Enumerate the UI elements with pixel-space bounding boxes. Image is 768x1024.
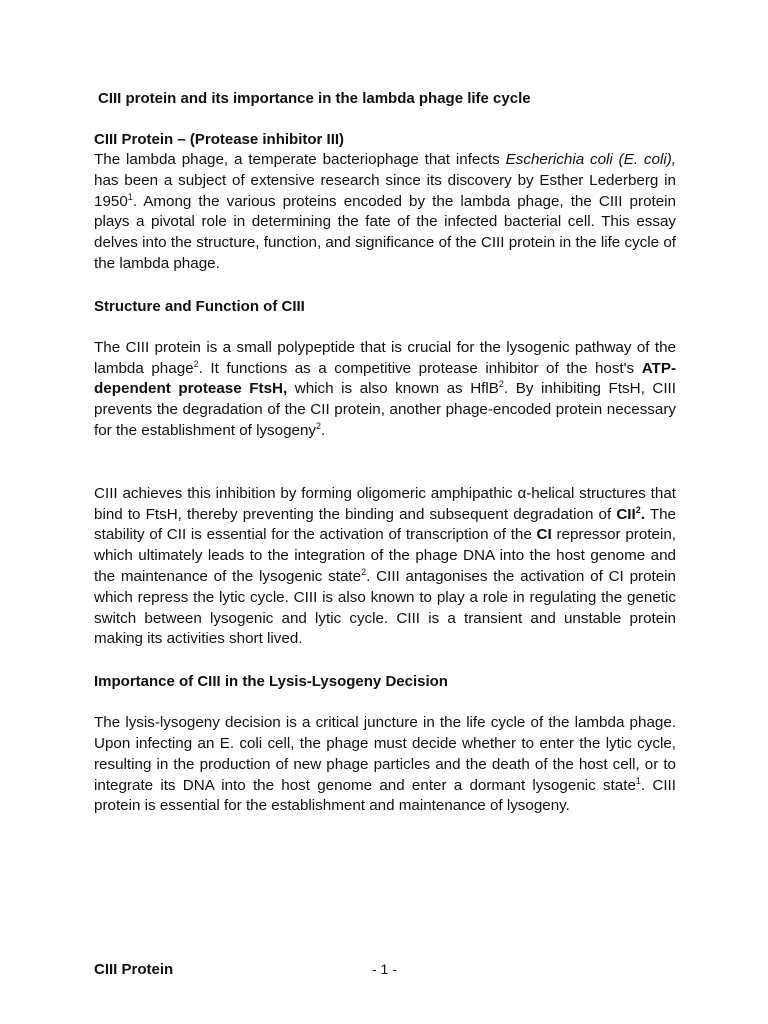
page-number: - 1 - — [372, 961, 397, 977]
inhibition-paragraph: CIII achieves this inhibition by forming oligomeric amphipathic α-helical structures that bind to FtsH, thereby preventing the binding and subsequent degradation of CII$^2$. The stability of CII is essential for the activation of transcription of the CI repressor protein, which ultimately leads to the integration of the phage DNA into the host genome and the maintenance of the lysogenic state$^2$. CIII antagonises the activation of CI protein which repress the lytic cycle. CIII is also known to play a role in regulating the genetic switch between lysogenic and lytic cycle. CIII is a transient and unstable protein making its activities short lived. — [94, 484, 677, 648]
reference-mark: 2 — [498, 379, 504, 390]
document-title: CIII protein and its importance in the lambda phage life cycle — [98, 90, 531, 107]
document-page — [94, 88, 676, 817]
intro-paragraph: The lambda phage, a temperate bacteriophage that infects Escherichia coli (E. coli), has been a subject of extensive research since its discovery by Esther Lederberg in 1950$^1$. Among the various proteins encoded by the lambda phage, the CIII protein plays a pivotal role in determining the fate of the infected bacterial cell. This essay delves into the structure, function, and significance of the CIII protein in the life cycle of the lambda phage. — [94, 151, 676, 272]
section-heading-lysis-lysogeny: Importance of CIII in the Lysis-Lysogeny Decision — [94, 673, 448, 691]
section-heading-ciii-protein: CIII Protein – (Protease inhibitor III) — [94, 131, 345, 148]
reference-mark: 1 — [127, 191, 133, 202]
reference-mark: 1 — [635, 775, 641, 786]
structure-paragraph: The CIII protein is a small polypeptide that is crucial for the lysogenic pathway of the lambda phage$^2$. It functions as a competitive protease inhibitor of the host's ATP-dependent protease FtsH, which is also known as HflB$^2$. By inhibiting FtsH, CIII prevents the degradation of the CII protein, another phage-encoded protein necessary for the establishment of lysogeny$^2$. — [94, 338, 677, 439]
reference-mark: 2 — [361, 566, 367, 577]
reference-mark: 2 — [193, 358, 199, 369]
reference-mark: 2 — [316, 420, 322, 431]
lysis-lysogeny-paragraph: The lysis-lysogeny decision is a critical juncture in the life cycle of the lambda phage. Upon infecting an E. coli cell, the phage must decide whether to enter the lytic cycle, resulting in the production of new phage particles and the death of the host cell, or to integrate its DNA into the host genome and enter a dormant lysogenic state$^1$. CIII protein is essential for the establishment and maintenance of lysogeny. — [94, 714, 676, 815]
section-heading-structure-function: Structure and Function of CIII — [94, 297, 305, 315]
reference-mark: 2 — [635, 504, 641, 515]
footer-title: CIII Protein — [94, 961, 174, 978]
